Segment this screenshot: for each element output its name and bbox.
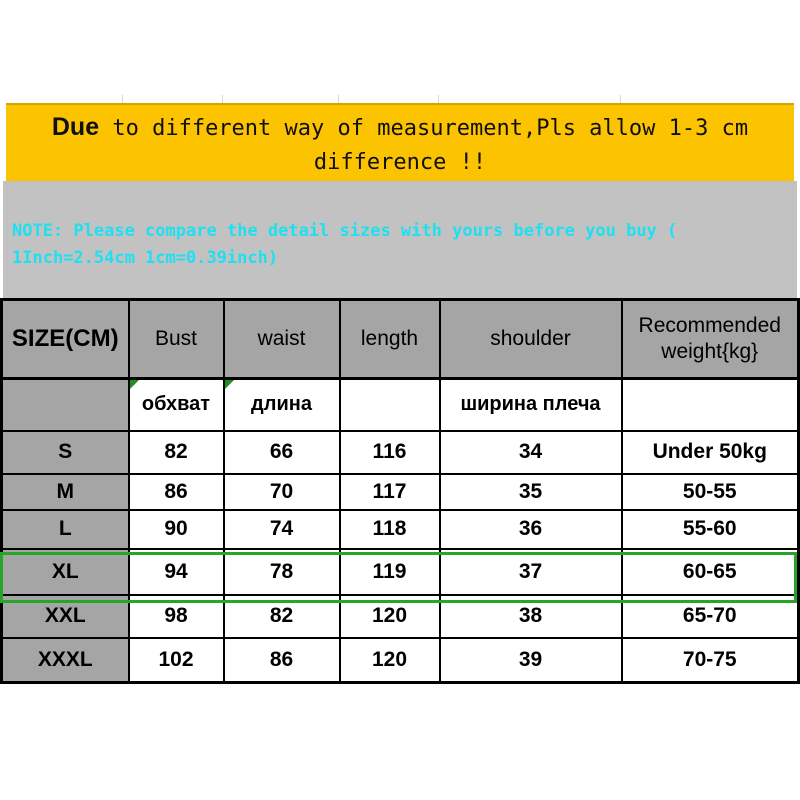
size-label: M <box>2 474 129 510</box>
table-cell: 38 <box>440 595 622 638</box>
size-row-l <box>2 510 799 549</box>
size-label: XXL <box>2 595 129 638</box>
table-cell: 55-60 <box>622 510 799 549</box>
table-cell: 117 <box>340 474 440 510</box>
subheader-blank <box>622 379 799 431</box>
column-header-length: length <box>340 300 440 379</box>
table-cell: 78 <box>224 549 340 595</box>
banner-line1 <box>6 110 794 146</box>
comment-marker-icon <box>130 380 139 389</box>
size-row-xxxl <box>2 638 799 683</box>
table-cell: 86 <box>224 638 340 683</box>
gridline-stub <box>122 95 123 103</box>
banner-line2: difference !! <box>313 150 487 175</box>
table-cell: 34 <box>440 431 622 474</box>
note-banner <box>3 181 797 298</box>
table-cell: 70-75 <box>622 638 799 683</box>
size-label: XL <box>2 549 129 595</box>
table-cell: 66 <box>224 431 340 474</box>
table-cell: 60-65 <box>622 549 799 595</box>
note-line2: 1Inch=2.54cm 1cm=0.39inch) <box>12 248 279 268</box>
table-cell: 116 <box>340 431 440 474</box>
table-cell: 74 <box>224 510 340 549</box>
table-cell: 86 <box>129 474 224 510</box>
note-line1: NOTE: Please compare the detail sizes with yours before you buy ( <box>12 221 678 241</box>
table-cell: 102 <box>129 638 224 683</box>
subheader-blank <box>2 379 129 431</box>
table-cell: 35 <box>440 474 622 510</box>
size-label: S <box>2 431 129 474</box>
table-cell: 119 <box>340 549 440 595</box>
table-header-row <box>2 300 799 379</box>
size-label: XXXL <box>2 638 129 683</box>
table-cell: 36 <box>440 510 622 549</box>
table-cell: 90 <box>129 510 224 549</box>
subheader-shoulder-ru: ширина плеча <box>440 379 622 431</box>
column-header-bust: Bust <box>129 300 224 379</box>
table-cell: 98 <box>129 595 224 638</box>
subheader-blank <box>340 379 440 431</box>
table-cell: 118 <box>340 510 440 549</box>
size-row-s <box>2 431 799 474</box>
column-header-waist: waist <box>224 300 340 379</box>
table-cell: 39 <box>440 638 622 683</box>
size-row-m <box>2 474 799 510</box>
gridline-stub <box>222 95 223 103</box>
table-cell: 82 <box>224 595 340 638</box>
column-header-size: SIZE(CM) <box>2 300 129 379</box>
table-cell: 65-70 <box>622 595 799 638</box>
size-row-xxl <box>2 595 799 638</box>
gridline-stub <box>620 95 621 103</box>
table-subheader-row <box>2 379 799 431</box>
size-table <box>0 298 800 684</box>
subheader-waist-ru: длина <box>224 379 340 431</box>
table-cell: Under 50kg <box>622 431 799 474</box>
table-cell: 50-55 <box>622 474 799 510</box>
column-header-weight: Recommended weight{kg} <box>622 300 799 379</box>
table-cell: 94 <box>129 549 224 595</box>
table-cell: 37 <box>440 549 622 595</box>
column-header-shoulder: shoulder <box>440 300 622 379</box>
size-row-xl <box>2 549 799 595</box>
table-cell: 120 <box>340 638 440 683</box>
measurement-banner <box>6 103 794 181</box>
gridline-stub <box>438 95 439 103</box>
gridline-stub <box>338 95 339 103</box>
table-cell: 120 <box>340 595 440 638</box>
subheader-bust-ru: обхват <box>129 379 224 431</box>
table-cell: 82 <box>129 431 224 474</box>
banner-line1-bold: Due <box>51 113 100 141</box>
table-cell: 70 <box>224 474 340 510</box>
size-label: L <box>2 510 129 549</box>
banner-line1-rest: to different way of measurement,Pls allow 1-3 cm <box>99 116 749 141</box>
comment-marker-icon <box>225 380 234 389</box>
